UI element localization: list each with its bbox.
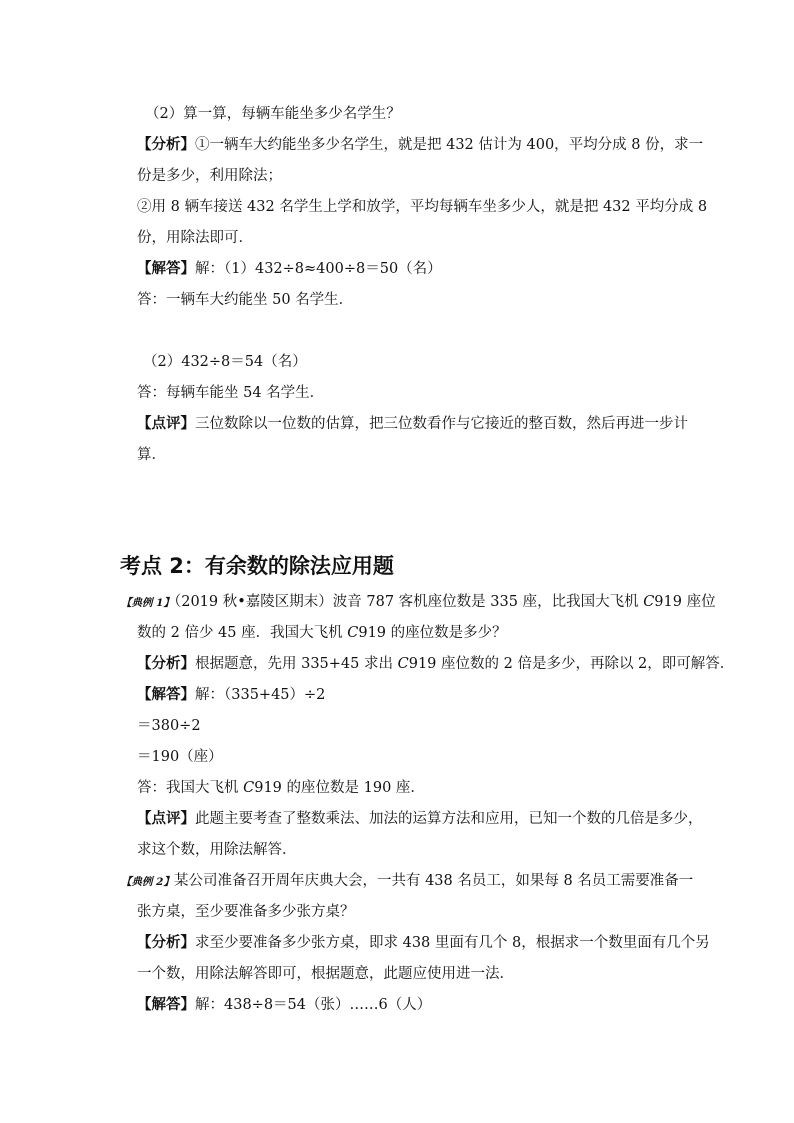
comment-line-cont: 算． — [137, 447, 166, 463]
solution-line-2: （2）432÷8＝54（名） — [143, 354, 307, 370]
comment-tag: 【点评】 — [137, 415, 195, 432]
example-1-question-cont: 数的 2 倍少 45 座．我国大飞机 C919 的座位数是多少？ — [137, 625, 507, 641]
example-1-solution-2: ＝380÷2 — [137, 718, 201, 734]
example-2-analysis-cont: 一个数，用除法解答即可，根据题意，此题应使用进一法． — [137, 966, 514, 982]
example-1-answer: 答：我国大飞机 C919 的座位数是 190 座． — [137, 780, 425, 796]
example-1-comment: 【点评】此题主要考查了整数乘法、加法的运算方法和应用，已知一个数的几倍是多少， — [137, 810, 703, 827]
example-1-tag: 【典例 1】 — [121, 597, 174, 609]
example-2-analysis: 【分析】求至少要准备多少张方桌，即求 438 里面有几个 8，根据求一个数里面有几个另 — [137, 934, 710, 951]
analysis-tag: 【分析】 — [137, 136, 195, 153]
analysis-tag: 【分析】 — [137, 934, 195, 951]
example-1-solution-3: ＝190（座） — [137, 749, 223, 765]
comment-tag: 【点评】 — [137, 810, 195, 827]
section-heading: 考点 2：有余数的除法应用题 — [120, 554, 394, 578]
analysis-paragraph-2-cont: 份，用除法即可． — [137, 230, 253, 246]
example-2-solution: 【解答】解：438÷8＝54（张）……6（人） — [137, 996, 432, 1013]
question-2: （2）算一算，每辆车能坐多少名学生？ — [145, 106, 401, 122]
analysis-tag: 【分析】 — [137, 655, 195, 672]
comment-line: 【点评】三位数除以一位数的估算，把三位数看作与它接近的整百数，然后再进一步计 — [137, 415, 688, 432]
example-1-solution-1: 【解答】解：（335+45）÷2 — [137, 686, 326, 703]
answer-line-2: 答：每辆车能坐 54 名学生． — [137, 385, 325, 401]
answer-line-1: 答：一辆车大约能坐 50 名学生． — [137, 292, 354, 308]
example-2-question: 【典例 2】某公司准备召开周年庆典大会，一共有 438 名员工，如果每 8 名员工需要准备一 — [121, 873, 694, 889]
example-1-question: 【典例 1】（2019 秋•嘉陵区期末）波音 787 客机座位数是 335 座，比我国大飞机 C919 座位 — [121, 594, 716, 610]
example-2-question-cont: 张方桌，至少要准备多少张方桌？ — [137, 904, 355, 920]
analysis-paragraph-2: ②用 8 辆车接送 432 名学生上学和放学，平均每辆车坐多少人，就是把 432 平均分成 8 — [137, 199, 708, 215]
analysis-paragraph-1-cont: 份是多少，利用除法； — [137, 168, 282, 184]
solution-line-1: 【解答】解：（1）432÷8≈400÷8＝50（名） — [137, 260, 442, 277]
example-1-analysis: 【分析】根据题意，先用 335+45 求出 C919 座位数的 2 倍是多少，再除以 2，即可解答． — [137, 655, 735, 672]
example-2-tag: 【典例 2】 — [121, 876, 174, 888]
analysis-paragraph-1: 【分析】①一辆车大约能坐多少名学生，就是把 432 估计为 400，平均分成 8 份，求一 — [137, 136, 704, 153]
solution-tag: 【解答】 — [137, 686, 195, 703]
solution-tag: 【解答】 — [137, 996, 195, 1013]
example-1-comment-cont: 求这个数，用除法解答． — [137, 842, 297, 858]
solution-tag: 【解答】 — [137, 260, 195, 277]
